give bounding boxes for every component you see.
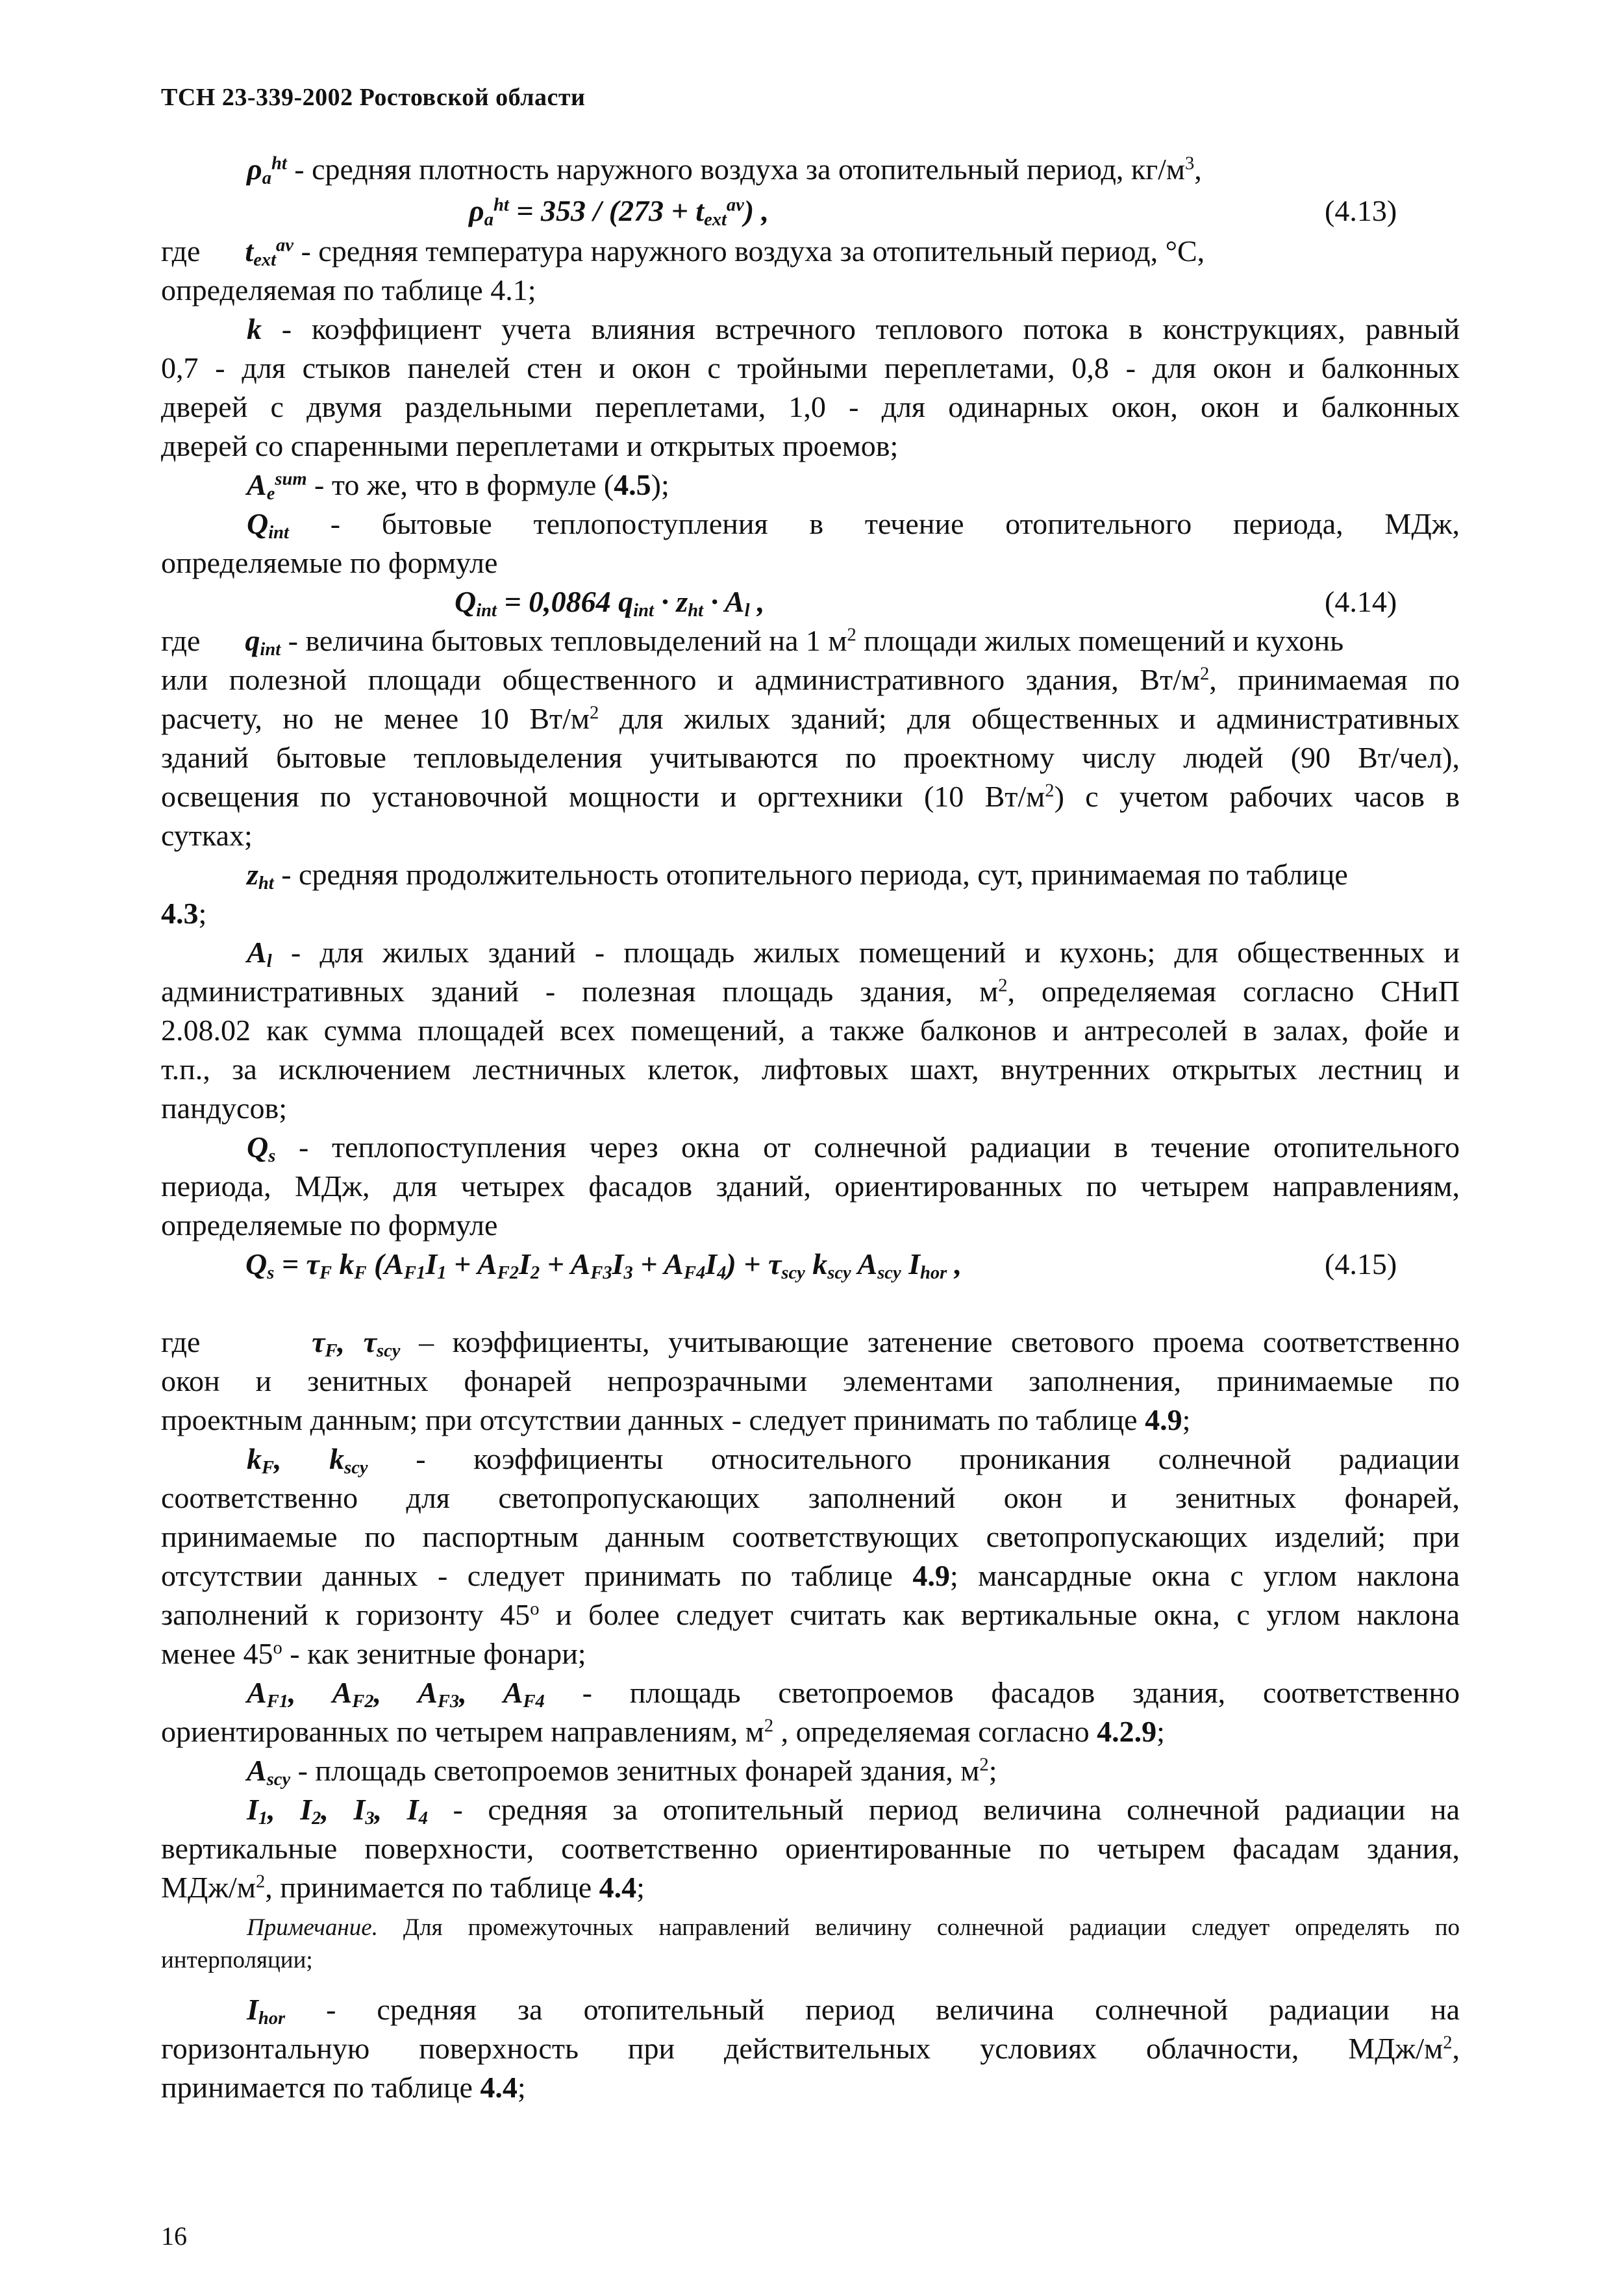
text-line: 0,7 - для стыков панелей стен и окон с тройными переплетами, 0,8 - для окон и балконных (161, 351, 1460, 384)
text-line: горизонтальную поверхность при действительных условиях облачности, МДж/$м^2$, (161, 2032, 1460, 2065)
text-line: соответственно для светопропускающих заполнений окон и зенитных фонарей, (161, 1481, 1460, 1514)
text-line: $\rho_a^{ht}$ - средняя плотность наружного воздуха за отопительный период, $кг/м^3$, (247, 153, 1202, 189)
text-line: вертикальные поверхности, соответственно ориентированные по четырем фасадам здания, (161, 1832, 1460, 1865)
text-line: определяемая по таблице 4.1; (161, 273, 536, 306)
equation-number: (4.13) (1325, 194, 1397, 227)
text-line: т.п., за исключением лестничных клеток, лифтовых шахт, внутренних открытых лестниц и (161, 1053, 1460, 1086)
formula-4-13: $\rho_a^{ht} = 353 / (273 + t_{ext}^{av})$ , (469, 194, 769, 231)
text-line: $k_F$, $k_{scy}$ - коэффициенты относительного проникания солнечной радиации (247, 1442, 1460, 1479)
text-line: $Q_s$ - теплопоступления через окна от солнечной радиации в течение отопительного (247, 1131, 1460, 1167)
document-header: ТСН 23-339-2002 Ростовской области (161, 84, 586, 111)
text-line: освещения по установочной мощности и оргтехники (10 $Вт/м^2$) с учетом рабочих часов в (161, 780, 1460, 813)
text-line: принимаемые по паспортным данным соответствующих светопропускающих изделий; при (161, 1520, 1460, 1553)
text-line: МДж/$м^2$, принимается по таблице 4.4; (161, 1871, 645, 1904)
text-line: или полезной площади общественного и административного здания, $Вт/м^2$, принимаемая по (161, 663, 1460, 696)
text-line: менее 45$^o$ - как зенитные фонари; (161, 1637, 586, 1670)
text-line: заполнений к горизонту 45$^o$ и более следует считать как вертикальные окна, с углом наклона (161, 1598, 1460, 1631)
formula-4-14: $Q_{int} = 0,0864$ $q_{int} \cdot z_{ht} \cdot A_l$ , (455, 585, 765, 621)
text-line: определяемые по формуле (161, 1208, 498, 1242)
equation-number: (4.14) (1325, 585, 1397, 618)
text-line: отсутствии данных - следует принимать по таблице 4.9; мансардные окна с углом наклона (161, 1559, 1460, 1592)
text-line: принимается по таблице 4.4; (161, 2071, 526, 2104)
note-line: интерполяции; (161, 1947, 313, 1973)
text-line: дверей с двумя раздельными переплетами, 1,0 - для одинарных окон, окон и балконных (161, 390, 1460, 423)
text-line: периода, МДж, для четырех фасадов зданий, ориентированных по четырем направлениям, (161, 1169, 1460, 1203)
text-line: пандусов; (161, 1092, 287, 1125)
text-line: дверей со спаренными переплетами и открытых проемов; (161, 429, 899, 462)
text-line: административных зданий - полезная площадь здания, $м^2$, определяемая согласно СНиП (161, 975, 1460, 1008)
equation-number: (4.15) (1325, 1247, 1397, 1281)
text-line: где $\tau_F$, $\tau_{scy}$ – коэффициенты, учитывающие затенение светового проема соответственно (161, 1325, 1460, 1362)
text-line: проектным данным; при отсутствии данных - следует принимать по таблице 4.9; (161, 1403, 1191, 1436)
text-line: $A_{scy}$ - площадь светопроемов зенитных фонарей здания, $м^2$; (247, 1754, 997, 1790)
text-line: $z_{ht}$ - средняя продолжительность отопительного периода, сут, принимаемая по таблице (247, 858, 1348, 894)
text-line: окон и зенитных фонарей непрозрачными элементами заполнения, принимаемые по (161, 1364, 1460, 1397)
text-line: $A_e^{sum}$ - то же, что в формуле (4.5); (247, 468, 669, 505)
text-line: сутках; (161, 819, 253, 852)
note-line: Примечание. Для промежуточных направлений величину солнечной радиации следует определять по (247, 1914, 1460, 1941)
page-number: 16 (161, 2221, 187, 2251)
text-line: расчету, но не менее 10 $Вт/м^2$ для жилых зданий; для общественных и административных (161, 702, 1460, 735)
formula-4-15: $Q_s = \tau_F$ $k_F$ $(A_{F1}I_1 + A_{F2}I_2 + A_{F3}I_3 + A_{F4}I_4) + \tau_{scy}$ $k_{scy}$ $A_{scy}$ $I_{hor}$ , (245, 1247, 962, 1284)
text-line: 2.08.02 как сумма площадей всех помещений, а также балконов и антресолей в залах, фойе и (161, 1014, 1460, 1047)
text-line: зданий бытовые тепловыделения учитываются по проектному числу людей (90 Вт/чел), (161, 741, 1460, 774)
text-line: 4.3; (161, 897, 207, 930)
text-line: ориентированных по четырем направлениям, $м^2$ , определяемая согласно 4.2.9; (161, 1715, 1165, 1748)
text-line: $I_{hor}$ - средняя за отопительный период величина солнечной радиации на (247, 1993, 1460, 2029)
text-line: $Q_{int}$ - бытовые теплопоступления в течение отопительного периода, МДж, (247, 507, 1460, 544)
text-line: определяемые по формуле (161, 546, 498, 579)
text-line: где $q_{int}$ - величина бытовых тепловыделений на 1 $м^2$ площади жилых помещений и кухонь (161, 624, 1344, 660)
text-line: $A_{F1}$, $A_{F2}$, $A_{F3}$, $A_{F4}$ - площадь светопроемов фасадов здания, соответственно (247, 1676, 1460, 1712)
text-line: $I_1$, $I_2$, $I_3$, $I_4$ - средняя за отопительный период величина солнечной радиации на (247, 1793, 1460, 1829)
text-line: $A_l$ - для жилых зданий - площадь жилых помещений и кухонь; для общественных и (247, 936, 1460, 972)
text-line: k - коэффициент учета влияния встречного теплового потока в конструкциях, равный (247, 312, 1460, 345)
text-line: где $t_{ext}^{av}$ - средняя температура наружного воздуха за отопительный период, °С, (161, 234, 1205, 271)
